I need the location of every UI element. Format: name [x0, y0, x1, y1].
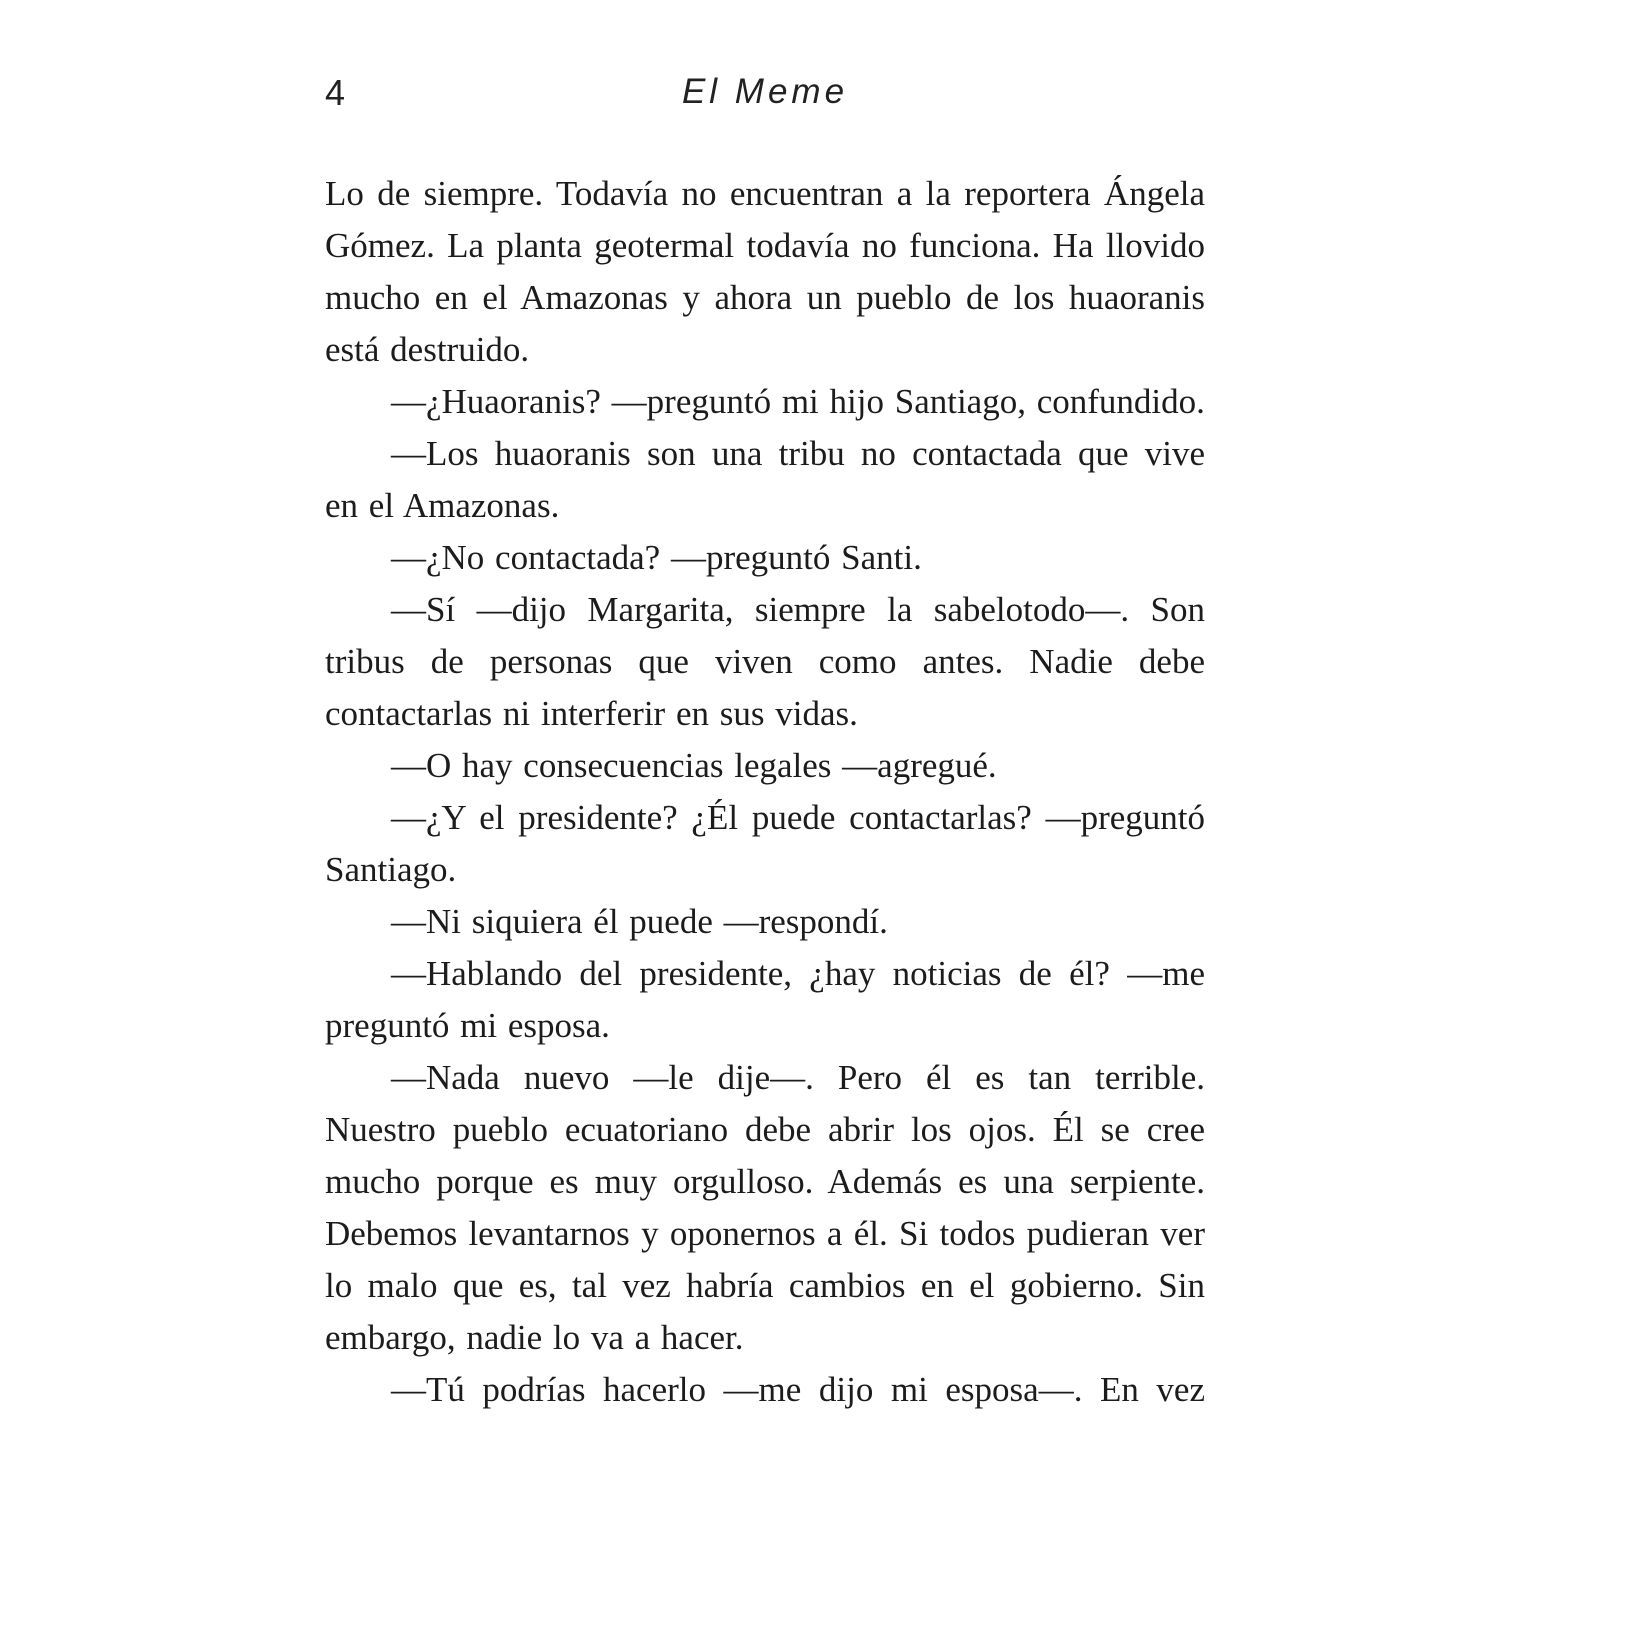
- paragraph: —Nada nuevo —le dije—. Pero él es tan terrible. Nuestro pueblo ecuatoriano debe abrir los ojos. Él se cree mucho porque es muy orgulloso. Además es una serpiente. Debemos levantarnos y oponernos a él. Si todos pudieran ver lo malo que es, tal vez habría cambios en el gobierno. Sin embargo, nadie lo va a hacer.: [325, 1058, 1205, 1357]
- paragraph: —Hablando del presidente, ¿hay noticias de él? —me preguntó mi esposa.: [325, 954, 1205, 1045]
- running-head: [325, 72, 1205, 120]
- paragraph: —¿Huaoranis? —preguntó mi hijo Santiago, confundido.: [391, 382, 1205, 421]
- paragraph: —Tú podrías hacerlo —me dijo mi esposa—. En vez: [391, 1370, 1205, 1409]
- paragraph: Lo de siempre. Todavía no encuentran a la reportera Ángela Gómez. La planta geotermal todavía no funciona. Ha llovido mucho en el Amazonas y ahora un pueblo de los huaoranis está destruido.: [325, 174, 1205, 369]
- paragraph: —O hay consecuencias legales —agregué.: [391, 746, 997, 785]
- paragraph: —Los huaoranis son una tribu no contactada que vive en el Amazonas.: [325, 434, 1205, 525]
- paragraph: —¿Y el presidente? ¿Él puede contactarlas? —preguntó Santiago.: [325, 798, 1205, 889]
- text-block: [325, 168, 1205, 1416]
- paragraph: —Sí —dijo Margarita, siempre la sabelotodo—. Son tribus de personas que viven como antes. Nadie debe contactarlas ni interferir en sus vidas.: [325, 590, 1205, 733]
- chapter-header-title: El Meme: [681, 72, 849, 111]
- page-number: 4: [325, 72, 346, 113]
- paragraph: —Ni siquiera él puede —respondí.: [391, 902, 888, 941]
- paragraph: —¿No contactada? —preguntó Santi.: [391, 538, 922, 577]
